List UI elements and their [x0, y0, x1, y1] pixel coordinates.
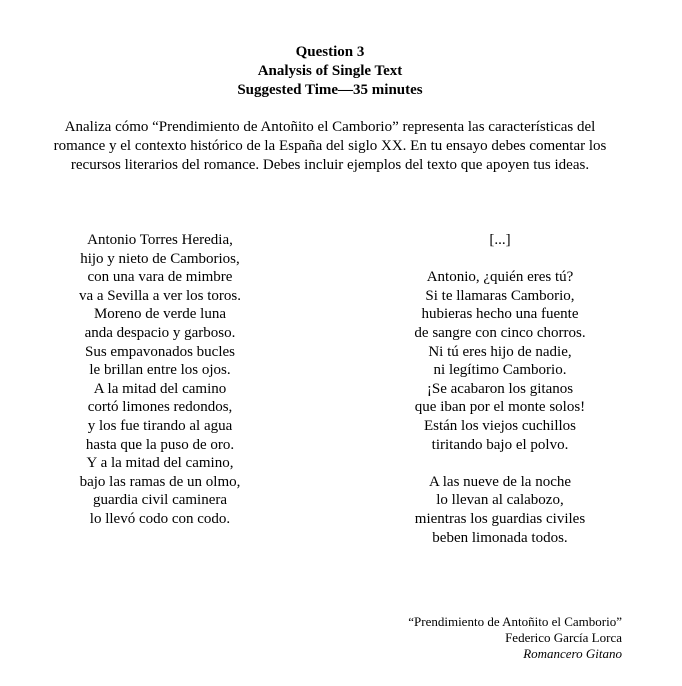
poem-line: Si te llamaras Camborio,	[425, 287, 575, 304]
poem-line: [...]	[489, 232, 511, 248]
prompt-line: recursos literarios del romance. Debes incluir ejemplos del texto que apoyen tus ideas.	[70, 157, 590, 173]
poem-line: mientras los guardias civiles	[414, 510, 586, 527]
poem-right-column	[380, 231, 620, 547]
poem-line: anda despacio y garboso.	[84, 324, 236, 341]
prompt-line: Analiza cómo “Prendimiento de Antoñito el Camborio” representa las características del	[64, 119, 596, 135]
poem-line: Están los viejos cuchillos	[423, 417, 577, 434]
poem-line: ¡Se acabaron los gitanos	[426, 380, 574, 397]
poem-line: hijo y nieto de Camborios,	[80, 250, 240, 267]
citation	[408, 614, 622, 662]
poem-line: cortó limones redondos,	[87, 399, 233, 416]
poem-line: le brillan entre los ojos.	[89, 362, 231, 379]
poem-title: “Prendimiento de Antoñito el Camborio”	[408, 614, 622, 629]
poem-line: Ni tú eres hijo de nadie,	[428, 343, 572, 360]
poem-line: va a Sevilla a ver los toros.	[78, 287, 242, 304]
essay-prompt	[4, 118, 656, 175]
question-number: Question 3	[295, 44, 365, 60]
poem-line: Sus empavonados bucles	[85, 343, 235, 360]
poem-line: Antonio, ¿quién eres tú?	[426, 269, 574, 286]
poem-line: Antonio Torres Heredia,	[87, 232, 233, 248]
poem-line	[380, 454, 620, 473]
question-subtitle: Analysis of Single Text	[257, 63, 403, 79]
poem-line: hubieras hecho una fuente	[421, 306, 579, 323]
poem-line: hasta que la puso de oro.	[85, 436, 235, 453]
poem-author: Federico García Lorca	[505, 630, 622, 645]
poem-line: y los fue tirando al agua	[87, 417, 233, 434]
poem-line: tiritando bajo el polvo.	[431, 436, 569, 453]
poem-line: Moreno de verde luna	[93, 306, 227, 323]
poem-line: guardia civil caminera	[92, 492, 228, 509]
book-title: Romancero Gitano	[523, 646, 622, 661]
poem-line: de sangre con cinco chorros.	[414, 324, 586, 341]
suggested-time: Suggested Time—35 minutes	[237, 82, 423, 98]
poem-line: Y a la mitad del camino,	[86, 455, 234, 472]
prompt-line: romance y el contexto histórico de la España del siglo XX. En tu ensayo debes comentar los	[53, 138, 607, 154]
poem-line: beben limonada todos.	[432, 529, 568, 546]
poem-line: A la mitad del camino	[93, 380, 227, 397]
poem-line: que iban por el monte solos!	[414, 399, 586, 416]
poem-line: A las nueve de la noche	[428, 473, 572, 490]
poem-line	[380, 250, 620, 269]
poem-left-column	[40, 231, 280, 529]
poem-line: lo llevó codo con codo.	[89, 510, 231, 527]
poem-line: con una vara de mimbre	[87, 269, 233, 286]
poem-line: ni legítimo Camborio.	[433, 362, 567, 379]
poem-line: bajo las ramas de un olmo,	[79, 473, 241, 490]
poem-line: lo llevan al calabozo,	[436, 492, 564, 509]
question-header	[0, 43, 660, 100]
